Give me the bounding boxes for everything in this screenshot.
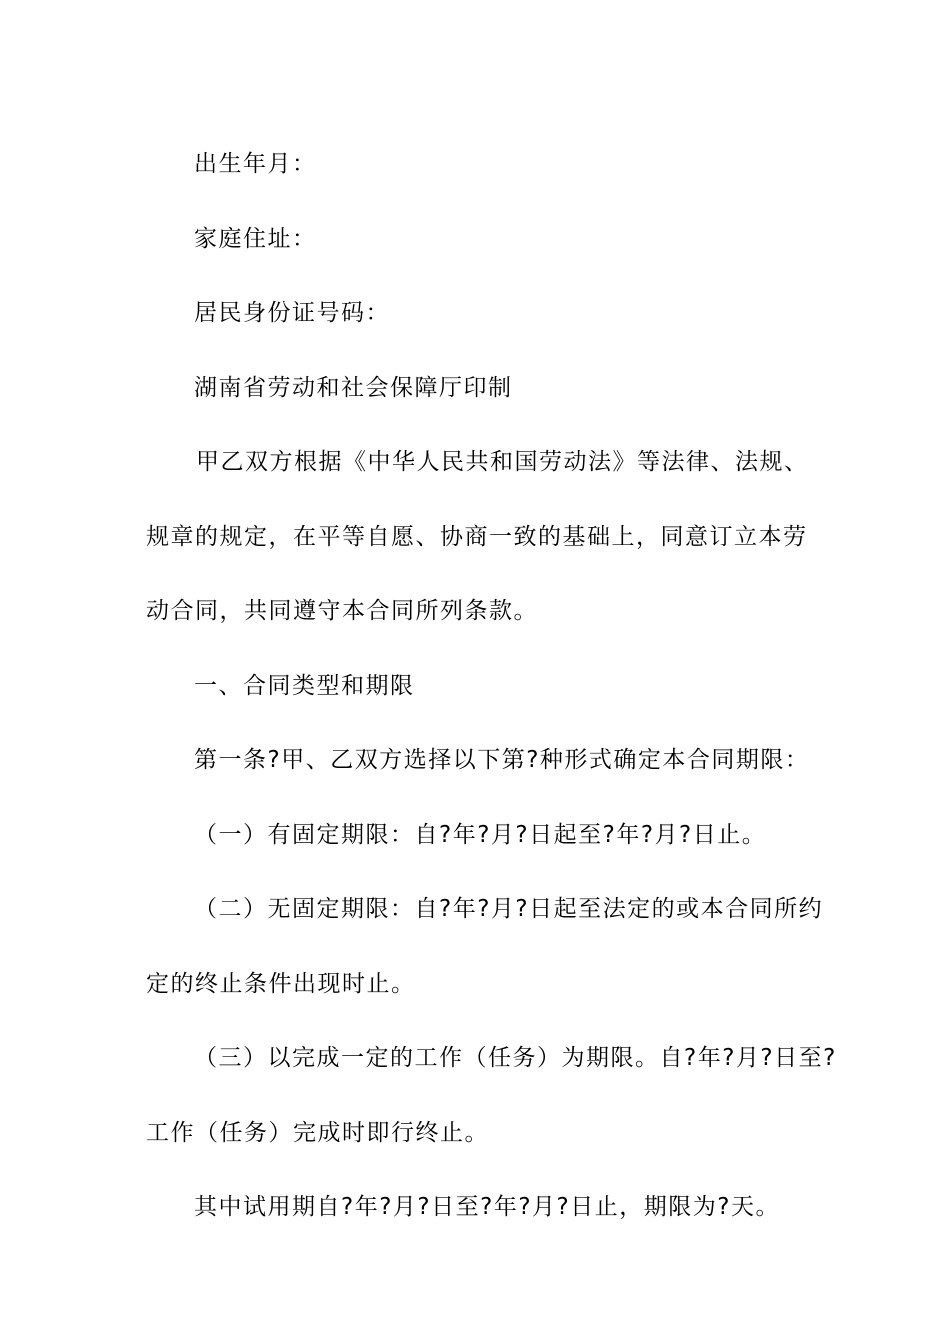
field-home-address: 家庭住址： xyxy=(194,225,317,252)
option-fixed-term: （一）有固定期限：自?年?月?日起至?年?月?日止。 xyxy=(194,821,767,848)
document-body xyxy=(146,127,836,1245)
article-1: 第一条?甲、乙双方选择以下第?种形式确定本合同期限： xyxy=(194,747,810,773)
section-heading-contract-type: 一、合同类型和期限 xyxy=(194,672,415,699)
option-task-term-line-1: （三）以完成一定的工作（任务）为期限。自?年?月?日至? xyxy=(194,1045,837,1071)
field-id-number: 居民身份证号码： xyxy=(194,300,390,326)
issuer-line: 湖南省劳动和社会保障厅印制 xyxy=(194,374,513,401)
probation-period: 其中试用期自?年?月?日至?年?月?日止，期限为?天。 xyxy=(194,1194,780,1220)
option-open-term-line-2: 定的终止条件出现时止。 xyxy=(146,970,416,997)
option-open-term-line-1: （二）无固定期限：自?年?月?日起至法定的或本合同所约 xyxy=(194,896,824,922)
preamble-line-3: 动合同，共同遵守本合同所列条款。 xyxy=(146,598,538,624)
field-birth-date: 出生年月： xyxy=(194,151,317,177)
preamble-line-2: 规章的规定，在平等自愿、协商一致的基础上，同意订立本劳 xyxy=(146,523,808,550)
option-task-term-line-2: 工作（任务）完成时即行终止。 xyxy=(146,1119,489,1146)
preamble-line-1: 甲乙双方根据《中华人民共和国劳动法》等法律、法规、 xyxy=(196,449,809,475)
